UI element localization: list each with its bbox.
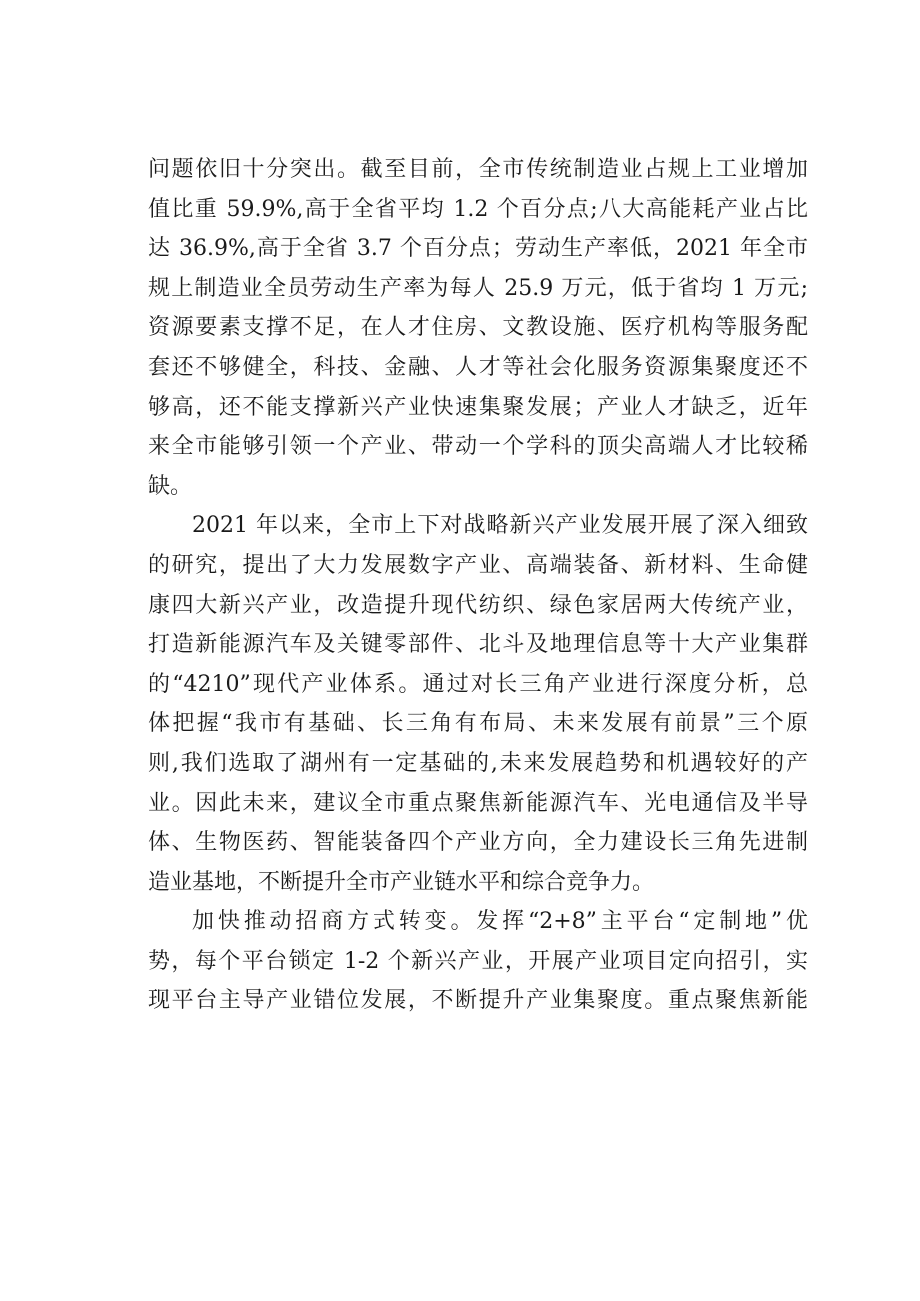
text-line: 康四大新兴产业，改造提升现代纺织、绿色家居两大传统产业， bbox=[148, 592, 808, 618]
text-line: 造业基地，不断提升全市产业链水平和综合竞争力。 bbox=[148, 869, 655, 895]
text-line: 套还不够健全，科技、金融、人才等社会化服务资源集聚度还不 bbox=[148, 354, 808, 380]
text-line: 体、生物医药、智能装备四个产业方向，全力建设长三角先进制 bbox=[148, 830, 808, 856]
text-line: 加快推动招商方式转变。发挥“2+8”主平台“定制地”优 bbox=[192, 909, 808, 935]
text-line: 业。因此未来，建议全市重点聚焦新能源汽车、光电通信及半导 bbox=[148, 790, 808, 816]
document-body bbox=[148, 150, 808, 1021]
paragraph-investment bbox=[148, 902, 808, 1021]
text-line: 势，每个平台锁定 1-2 个新兴产业，开展产业项目定向招引，实 bbox=[148, 948, 808, 974]
text-line: 打造新能源汽车及关键零部件、北斗及地理信息等十大产业集群 bbox=[148, 632, 808, 658]
text-line: 达 36.9%,高于全省 3.7 个百分点；劳动生产率低，2021 年全市 bbox=[148, 236, 808, 262]
text-line: 资源要素支撑不足，在人才住房、文教设施、医疗机构等服务配 bbox=[148, 315, 808, 341]
text-line: 的研究，提出了大力发展数字产业、高端装备、新材料、生命健 bbox=[148, 552, 808, 578]
text-line: 则,我们选取了湖州有一定基础的,未来发展趋势和机遇较好的产 bbox=[148, 750, 808, 776]
text-line: 来全市能够引领一个产业、带动一个学科的顶尖高端人才比较稀 bbox=[148, 434, 808, 460]
paragraph-problems bbox=[148, 150, 808, 506]
text-line: 缺。 bbox=[148, 473, 193, 499]
paragraph-strategy bbox=[148, 506, 808, 902]
text-line: 体把握“我市有基础、长三角有布局、未来发展有前景”三个原 bbox=[148, 711, 808, 737]
text-line: 问题依旧十分突出。截至目前，全市传统制造业占规上工业增加 bbox=[148, 157, 808, 182]
text-line: 规上制造业全员劳动生产率为每人 25.9 万元，低于省均 1 万元; bbox=[148, 275, 808, 301]
text-line: 2021 年以来，全市上下对战略新兴产业发展开展了深入细致 bbox=[192, 513, 808, 539]
text-line: 够高，还不能支撑新兴产业快速集聚发展；产业人才缺乏，近年 bbox=[148, 394, 808, 420]
text-line: 值比重 59.9%,高于全省平均 1.2 个百分点;八大高能耗产业占比 bbox=[148, 196, 808, 222]
text-line: 的“4210”现代产业体系。通过对长三角产业进行深度分析，总 bbox=[148, 671, 808, 697]
text-line: 现平台主导产业错位发展，不断提升产业集聚度。重点聚焦新能 bbox=[148, 988, 808, 1014]
